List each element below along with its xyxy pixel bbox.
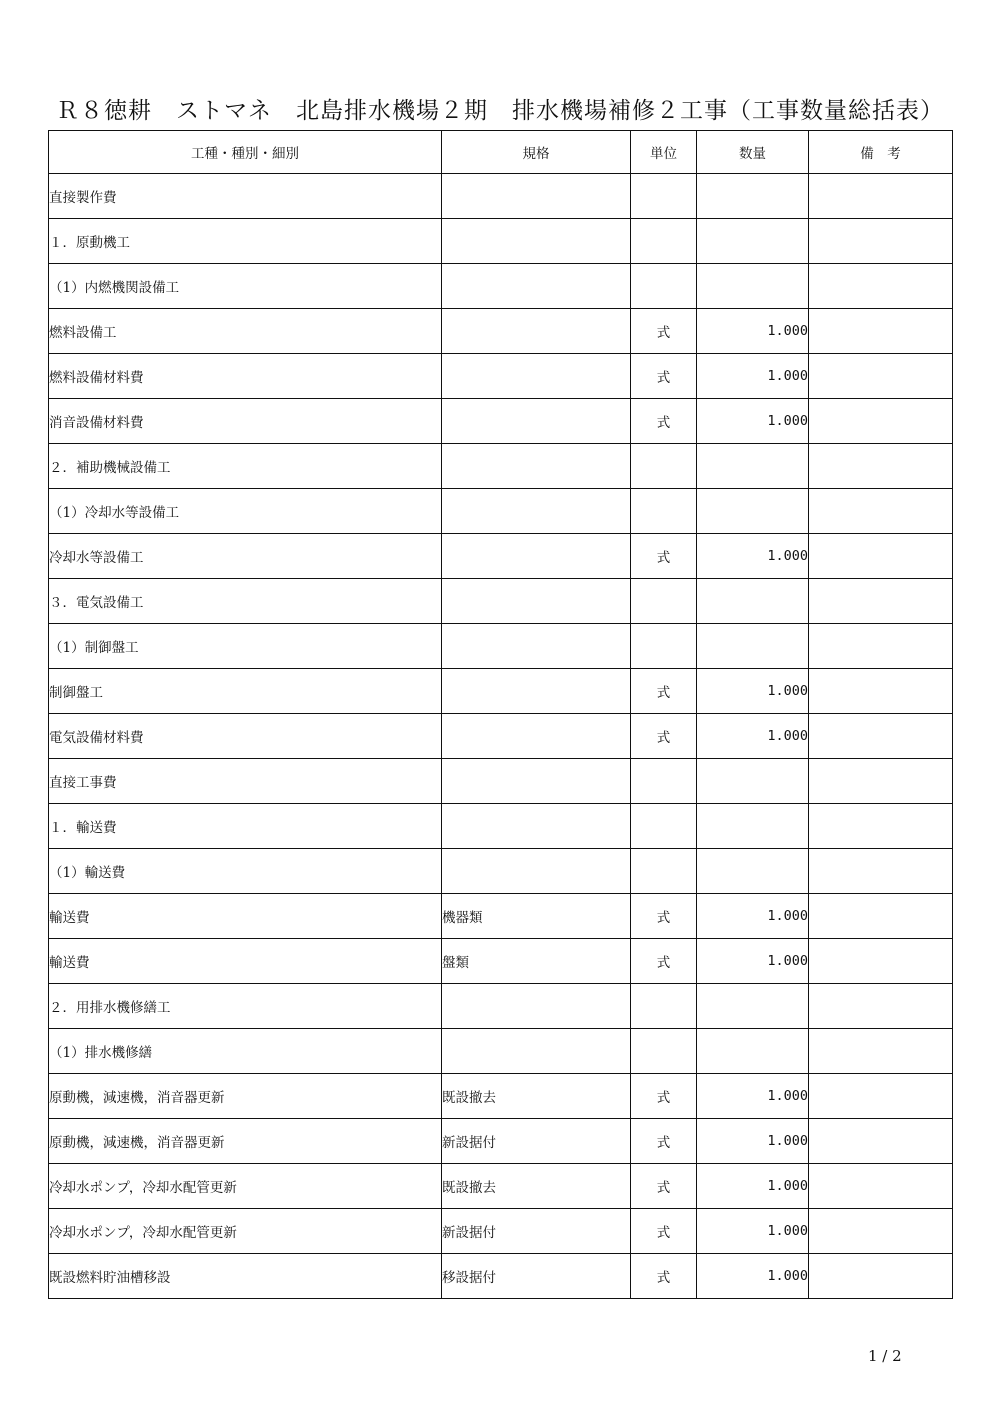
table-row <box>49 489 953 534</box>
quantity-cell: 1.000 <box>697 399 809 444</box>
spec-cell <box>442 759 631 804</box>
spec-cell: 移設据付 <box>442 1254 631 1299</box>
spec-cell: 盤類 <box>442 939 631 984</box>
remarks-cell <box>809 1029 953 1074</box>
column-header-quantity: 数量 <box>697 131 809 174</box>
spec-cell <box>442 624 631 669</box>
quantity-cell <box>697 264 809 309</box>
quantity-cell: 1.000 <box>697 894 809 939</box>
spec-cell <box>442 309 631 354</box>
spec-cell <box>442 444 631 489</box>
table-row <box>49 264 953 309</box>
remarks-cell <box>809 1119 953 1164</box>
quantity-cell <box>697 624 809 669</box>
spec-cell: 機器類 <box>442 894 631 939</box>
unit-cell: 式 <box>631 939 697 984</box>
spec-cell <box>442 534 631 579</box>
quantity-cell <box>697 219 809 264</box>
remarks-cell <box>809 489 953 534</box>
table-row <box>49 219 953 264</box>
remarks-cell <box>809 759 953 804</box>
item-name-cell: （1）制御盤工 <box>49 624 442 669</box>
quantity-cell: 1.000 <box>697 1164 809 1209</box>
item-name-cell: 冷却水ポンプ，冷却水配管更新 <box>49 1164 442 1209</box>
quantity-cell: 1.000 <box>697 1209 809 1254</box>
item-name-cell: 直接製作費 <box>49 174 442 219</box>
spec-cell <box>442 804 631 849</box>
quantity-cell: 1.000 <box>697 354 809 399</box>
table-row <box>49 579 953 624</box>
quantity-cell <box>697 174 809 219</box>
quantity-summary-table <box>48 130 953 1299</box>
item-name-cell: １．原動機工 <box>49 219 442 264</box>
page-indicator: 1 / 2 <box>868 1347 902 1365</box>
remarks-cell <box>809 939 953 984</box>
spec-cell <box>442 489 631 534</box>
remarks-cell <box>809 264 953 309</box>
remarks-cell <box>809 714 953 759</box>
spec-cell <box>442 669 631 714</box>
quantity-cell <box>697 984 809 1029</box>
table-row <box>49 804 953 849</box>
unit-cell <box>631 759 697 804</box>
table-row <box>49 1119 953 1164</box>
table-row <box>49 1074 953 1119</box>
remarks-cell <box>809 624 953 669</box>
unit-cell <box>631 174 697 219</box>
item-name-cell: 燃料設備工 <box>49 309 442 354</box>
column-header-spec: 規格 <box>442 131 631 174</box>
quantity-cell: 1.000 <box>697 714 809 759</box>
table-row <box>49 534 953 579</box>
remarks-cell <box>809 444 953 489</box>
remarks-cell <box>809 984 953 1029</box>
remarks-cell <box>809 1254 953 1299</box>
table-row <box>49 1164 953 1209</box>
unit-cell: 式 <box>631 669 697 714</box>
quantity-cell <box>697 489 809 534</box>
table-row <box>49 309 953 354</box>
quantity-cell <box>697 804 809 849</box>
quantity-cell <box>697 579 809 624</box>
spec-cell <box>442 264 631 309</box>
item-name-cell: １．輸送費 <box>49 804 442 849</box>
remarks-cell <box>809 849 953 894</box>
spec-cell <box>442 399 631 444</box>
item-name-cell: 冷却水ポンプ，冷却水配管更新 <box>49 1209 442 1254</box>
column-header-unit: 単位 <box>631 131 697 174</box>
remarks-cell <box>809 534 953 579</box>
remarks-cell <box>809 894 953 939</box>
quantity-cell: 1.000 <box>697 1074 809 1119</box>
remarks-cell <box>809 1164 953 1209</box>
table-row <box>49 984 953 1029</box>
spec-cell: 既設撤去 <box>442 1074 631 1119</box>
column-header-name: 工種・種別・細別 <box>49 131 442 174</box>
spec-cell <box>442 714 631 759</box>
quantity-cell <box>697 444 809 489</box>
unit-cell <box>631 489 697 534</box>
spec-cell <box>442 219 631 264</box>
remarks-cell <box>809 354 953 399</box>
unit-cell <box>631 264 697 309</box>
quantity-cell <box>697 759 809 804</box>
unit-cell <box>631 849 697 894</box>
unit-cell <box>631 984 697 1029</box>
item-name-cell: 燃料設備材料費 <box>49 354 442 399</box>
unit-cell: 式 <box>631 1074 697 1119</box>
remarks-cell <box>809 1074 953 1119</box>
item-name-cell: （1）輸送費 <box>49 849 442 894</box>
quantity-cell: 1.000 <box>697 534 809 579</box>
unit-cell <box>631 804 697 849</box>
remarks-cell <box>809 1209 953 1254</box>
spec-cell <box>442 849 631 894</box>
table-row <box>49 354 953 399</box>
remarks-cell <box>809 219 953 264</box>
table-row <box>49 1029 953 1074</box>
item-name-cell: （1）冷却水等設備工 <box>49 489 442 534</box>
table-row <box>49 399 953 444</box>
quantity-cell: 1.000 <box>697 939 809 984</box>
table-row <box>49 444 953 489</box>
remarks-cell <box>809 174 953 219</box>
unit-cell: 式 <box>631 894 697 939</box>
remarks-cell <box>809 399 953 444</box>
unit-cell <box>631 444 697 489</box>
unit-cell: 式 <box>631 1119 697 1164</box>
column-header-remarks: 備 考 <box>809 131 953 174</box>
quantity-cell: 1.000 <box>697 669 809 714</box>
quantity-cell <box>697 1029 809 1074</box>
spec-cell: 既設撤去 <box>442 1164 631 1209</box>
unit-cell: 式 <box>631 1164 697 1209</box>
spec-cell <box>442 579 631 624</box>
spec-cell <box>442 354 631 399</box>
item-name-cell: 輸送費 <box>49 894 442 939</box>
item-name-cell: 直接工事費 <box>49 759 442 804</box>
table-row <box>49 1254 953 1299</box>
table-row <box>49 849 953 894</box>
table-row <box>49 759 953 804</box>
table-row <box>49 894 953 939</box>
unit-cell: 式 <box>631 714 697 759</box>
remarks-cell <box>809 309 953 354</box>
table-header-row <box>49 131 953 174</box>
item-name-cell: 既設燃料貯油槽移設 <box>49 1254 442 1299</box>
item-name-cell: 消音設備材料費 <box>49 399 442 444</box>
item-name-cell: ３．電気設備工 <box>49 579 442 624</box>
item-name-cell: ２．用排水機修繕工 <box>49 984 442 1029</box>
document-title: Ｒ８徳耕 ストマネ 北島排水機場２期 排水機場補修２工事（工事数量総括表） <box>56 98 944 124</box>
spec-cell <box>442 1029 631 1074</box>
item-name-cell: 電気設備材料費 <box>49 714 442 759</box>
item-name-cell: 冷却水等設備工 <box>49 534 442 579</box>
item-name-cell: ２．補助機械設備工 <box>49 444 442 489</box>
unit-cell: 式 <box>631 309 697 354</box>
spec-cell: 新設据付 <box>442 1119 631 1164</box>
item-name-cell: 原動機，減速機，消音器更新 <box>49 1119 442 1164</box>
table-row <box>49 714 953 759</box>
quantity-cell <box>697 849 809 894</box>
table-row <box>49 1209 953 1254</box>
quantity-cell: 1.000 <box>697 1254 809 1299</box>
spec-cell <box>442 984 631 1029</box>
item-name-cell: （1）排水機修繕 <box>49 1029 442 1074</box>
table-row <box>49 669 953 714</box>
table-row <box>49 174 953 219</box>
item-name-cell: （1）内燃機関設備工 <box>49 264 442 309</box>
unit-cell: 式 <box>631 354 697 399</box>
item-name-cell: 原動機，減速機，消音器更新 <box>49 1074 442 1119</box>
item-name-cell: 輸送費 <box>49 939 442 984</box>
unit-cell <box>631 1029 697 1074</box>
unit-cell: 式 <box>631 1254 697 1299</box>
unit-cell: 式 <box>631 399 697 444</box>
spec-cell <box>442 174 631 219</box>
quantity-cell: 1.000 <box>697 1119 809 1164</box>
remarks-cell <box>809 669 953 714</box>
table-row <box>49 624 953 669</box>
item-name-cell: 制御盤工 <box>49 669 442 714</box>
unit-cell <box>631 579 697 624</box>
unit-cell: 式 <box>631 534 697 579</box>
spec-cell: 新設据付 <box>442 1209 631 1254</box>
remarks-cell <box>809 579 953 624</box>
table-row <box>49 939 953 984</box>
unit-cell <box>631 219 697 264</box>
quantity-cell: 1.000 <box>697 309 809 354</box>
unit-cell <box>631 624 697 669</box>
remarks-cell <box>809 804 953 849</box>
unit-cell: 式 <box>631 1209 697 1254</box>
